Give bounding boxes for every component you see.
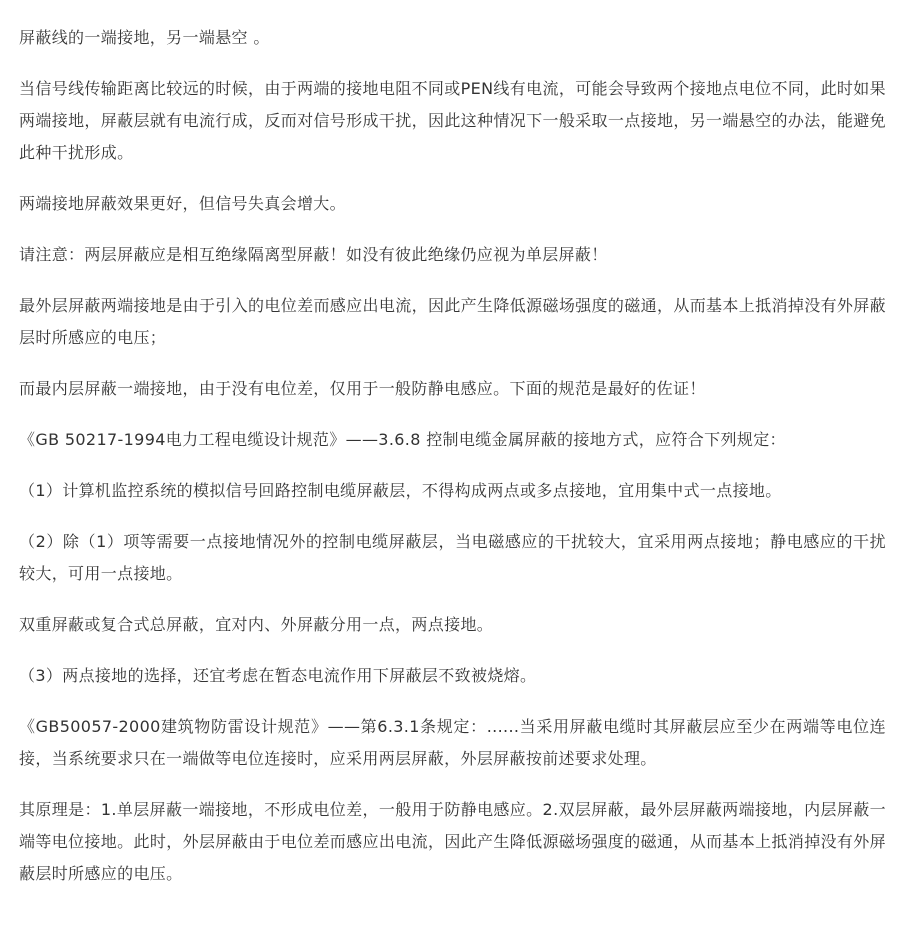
paragraph-6: 而最内层屏蔽一端接地，由于没有电位差，仅用于一般防静电感应。下面的规范是最好的佐证！ — [19, 379, 706, 398]
paragraph-12: 《GB50057-2000建筑物防雷设计规范》——第6.3.1条规定：......当采用屏蔽电缆时其屏蔽层应至少在两端等电位连接，当系统要求只在一端做等电位连接时，应采用两层屏蔽，外层屏蔽按前述要求处理。 — [19, 717, 886, 768]
paragraph-3: 两端接地屏蔽效果更好，但信号失真会增大。 — [19, 194, 347, 213]
paragraph-7: 《GB 50217-1994电力工程电缆设计规范》——3.6.8 控制电缆金属屏蔽的接地方式，应符合下列规定： — [19, 430, 786, 449]
paragraph-10: 双重屏蔽或复合式总屏蔽，宜对内、外屏蔽分用一点，两点接地。 — [19, 615, 494, 634]
paragraph-11: （3）两点接地的选择，还宜考虑在暂态电流作用下屏蔽层不致被烧熔。 — [19, 666, 537, 685]
paragraph-4: 请注意：两层屏蔽应是相互绝缘隔离型屏蔽！如没有彼此绝缘仍应视为单层屏蔽！ — [19, 245, 608, 264]
paragraph-5: 最外层屏蔽两端接地是由于引入的电位差而感应出电流，因此产生降低源磁场强度的磁通，从而基本上抵消掉没有外屏蔽层时所感应的电压； — [19, 296, 886, 347]
paragraph-1: 屏蔽线的一端接地，另一端悬空 。 — [19, 28, 270, 47]
article-body — [19, 22, 886, 890]
paragraph-8: （1）计算机监控系统的模拟信号回路控制电缆屏蔽层，不得构成两点或多点接地，宜用集中式一点接地。 — [19, 481, 782, 500]
paragraph-2: 当信号线传输距离比较远的时候，由于两端的接地电阻不同或PEN线有电流，可能会导致两个接地点电位不同，此时如果两端接地，屏蔽层就有电流行成，反而对信号形成干扰，因此这种情况下一般采取一点接地，另一端悬空的办法，能避免此种干扰形成。 — [19, 79, 886, 162]
paragraph-9: （2）除（1）项等需要一点接地情况外的控制电缆屏蔽层，当电磁感应的干扰较大，宜采用两点接地；静电感应的干扰较大，可用一点接地。 — [19, 532, 886, 583]
paragraph-13: 其原理是：1.单层屏蔽一端接地，不形成电位差，一般用于防静电感应。2.双层屏蔽，最外层屏蔽两端接地，内层屏蔽一端等电位接地。此时，外层屏蔽由于电位差而感应出电流，因此产生降低源磁场强度的磁通，从而基本上抵消掉没有外屏蔽层时所感应的电压。 — [19, 800, 886, 883]
